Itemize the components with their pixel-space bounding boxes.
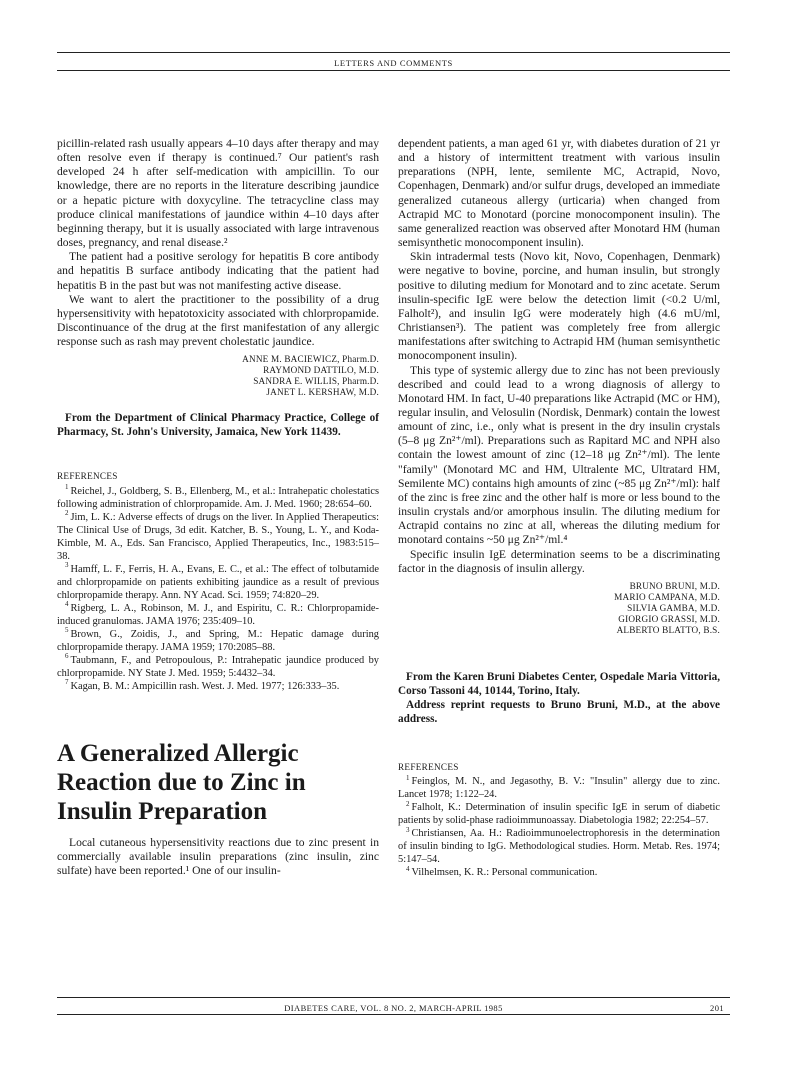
- body-paragraph: The patient had a positive serology for hepatitis B core antibody and hepatitis B surface antibody indicating that the patient had hepatitis B in the past but was not manifesting active disease.: [57, 250, 379, 292]
- reference-item: $^4$ Rigberg, L. A., Robinson, M. J., and Espiritu, C. R.: Chlorpropamide-induced granulomas. JAMA 1976; 235:409–10.: [57, 600, 379, 627]
- affiliation: From the Department of Clinical Pharmacy Practice, College of Pharmacy, St. John's University, Jamaica, New York 11439.: [57, 412, 379, 439]
- affiliation: From the Karen Bruni Diabetes Center, Ospedale Maria Vittoria, Corso Tassoni 44, 10144, Torino, Italy.: [398, 670, 720, 697]
- signatory: RAYMOND DATTILO, M.D.: [263, 365, 379, 376]
- header-rule-lower: [57, 70, 730, 71]
- reference-list: [398, 775, 720, 879]
- body-paragraph: dependent patients, a man aged 61 yr, with diabetes duration of 21 yr and a history of intermittent treatment with various insulin preparations (NPH, lente, semilente MC, Actrapid, Novo, Copenhagen, Denmark) and/or sulfur drugs, developed an immediate generalized cutaneous allergy (urticaria) when changed from Actrapid MC to Monotard (porcine monocomponent insulin). The same generalized reaction was observed after Monotard HM (human semisynthetic monocomponent insulin).: [398, 137, 720, 250]
- article-title: A Generalized Allergic Reaction due to Zinc in Insulin Preparation: [57, 739, 306, 825]
- page-number: 201: [710, 1003, 724, 1013]
- reference-item: $^3$ Christiansen, Aa. H.: Radioimmunoelectrophoresis in the determination of insulin binding to IgG. Methodological studies. Horm. Metab. Res. 1974; 5:147–54.: [398, 825, 720, 865]
- signatory: MARIO CAMPANA, M.D.: [614, 591, 720, 602]
- right-column: [398, 137, 720, 879]
- reference-item: $^7$ Kagan, B. M.: Ampicillin rash. West. J. Med. 1977; 126:333–35.: [65, 678, 340, 692]
- reference-item: $^1$ Feinglos, M. N., and Jegasothy, B. V.: "Insulin" allergy due to zinc. Lancet 1978; 1:122–24.: [398, 773, 720, 800]
- reference-list: [57, 485, 379, 693]
- header-rule: [57, 52, 730, 53]
- references-heading: REFERENCES: [398, 761, 459, 772]
- signatory: GIORGIO GRASSI, M.D.: [618, 613, 720, 624]
- footer-rule: [57, 997, 730, 998]
- reference-item: $^3$ Hamff, L. F., Ferris, H. A., Evans, E. C., et al.: The effect of tolbutamide and chlorpropamide on patients exhibiting jaundice as a result of previous chlorpropamide therapy. Ann. NY Acad. Sci. 1959; 74:820–29.: [57, 561, 379, 601]
- article-intro: Local cutaneous hypersensitivity reactions due to zinc present in commercially available insulin preparations (zinc insulin, zinc sulfate) have been reported.¹ One of our insulin-: [57, 835, 379, 877]
- signatory: BRUNO BRUNI, M.D.: [629, 580, 720, 591]
- footer-rule-lower: [57, 1014, 730, 1015]
- signatory: SANDRA E. WILLIS, Pharm.D.: [253, 376, 379, 387]
- body-paragraph: Skin intradermal tests (Novo kit, Novo, Copenhagen, Denmark) were negative to bovine, porcine, and human insulin, but strongly positive to diluting medium for Monotard and to zinc acetate. Serum insulin-specific IgE were below the detection limit (<0.2 U/ml, Falholt²), and insulin IgG were moderately high (4.6 mU/ml, Christiansen³). The patient was completely free from allergic manifestations after switching to Actrapid HM (human semisynthetic monocomponent insulin).: [398, 250, 720, 363]
- signatory: ANNE M. BACIEWICZ, Pharm.D.: [242, 354, 379, 365]
- signatory: JANET L. KERSHAW, M.D.: [266, 387, 379, 398]
- body-paragraph: picillin-related rash usually appears 4–10 days after therapy and may often resolve even if therapy is continued.⁷ Our patient's rash developed 24 h after self-medication with ampicillin. To our knowledge, there are no reports in the literature describing jaundice or a hepatic picture with doxycyline. The tetracycline class may produce clinical manifestations of jaundice within 4–10 days after beginning therapy, but it is usually associated with large intravenous doses, pregnancy, and renal disease.²: [57, 137, 379, 250]
- reference-item: $^6$ Taubmann, F., and Petropoulous, P.: Intrahepatic jaundice produced by chlorpropamide. NY State J. Med. 1959; 5:4432–34.: [57, 652, 379, 679]
- reference-item: $^2$ Jim, L. K.: Adverse effects of drugs on the liver. In Applied Therapeutics: The Clinical Use of Drugs, 3d edit. Katcher, B. S., Young, L. Y., and Koda-Kimble, M. A., Eds. San Francisco, Applied Therapeutics, Inc., 1983:515–38.: [57, 509, 379, 562]
- reference-item: $^4$ Vilhelmsen, K. R.: Personal communication.: [406, 864, 598, 878]
- address-requests: Address reprint requests to Bruno Bruni, M.D., at the above address.: [398, 698, 720, 725]
- signature-block: [398, 581, 720, 636]
- running-head: LETTERS AND COMMENTS: [334, 58, 453, 68]
- left-column: [57, 137, 379, 878]
- body-paragraph: We want to alert the practitioner to the possibility of a drug hypersensitivity with hepatotoxicity associated with chlorpropamide. Discontinuance of the drug at the first manifestation of any allergic response such as rash may prevent cholestatic jaundice.: [57, 292, 379, 349]
- body-paragraph: This type of systemic allergy due to zinc has not been previously described and could lead to a wrong diagnosis of allergy to Monotard HM. In fact, U-40 preparations like Actrapid (MC or HM), regular insulin, and Velosulin (Nordisk, Denmark) contain the lowest amount of zinc, i.e., only what is present in the dry insulin crystals (5–8 μg Zn²⁺/ml). Preparations such as Rapitard MC and NPH also contain the lowest amount of zinc (12–18 μg Zn²⁺/ml). The lente "family" (Monotard MC and HM, Ultralente MC, Ultratard HM, Semilente MC) contains high amounts of zinc (~85 μg Zn²⁺/ml): half of the zinc is free zinc and the other half is more or less bound to the insulin crystals and/or amorphous insulin. The diluting medium for Actrapid contains no zinc at all, whereas the diluting medium for monotard contains ~50 μg Zn²⁺/ml.⁴: [398, 363, 720, 547]
- references-heading: REFERENCES: [57, 471, 118, 482]
- reference-item: $^1$ Reichel, J., Goldberg, S. B., Ellenberg, M., et al.: Intrahepatic cholestatics following administration of chlorpropamide. Am. J. Med. 1960; 28:654–60.: [57, 483, 379, 510]
- signature-block: [57, 354, 379, 398]
- body-paragraph: Specific insulin IgE determination seems to be a discriminating factor in the diagnosis of insulin allergy.: [398, 547, 720, 575]
- reference-item: $^2$ Falholt, K.: Determination of insulin specific IgE in serum of diabetic patients by solid-phase radioimmunoassay. Diabetologia 1982; 22:254–57.: [398, 799, 720, 826]
- reference-item: $^5$ Brown, G., Zoidis, J., and Spring, M.: Hepatic damage during chlorpropamide therapy. JAMA 1959; 170:2085–88.: [57, 626, 379, 653]
- journal-citation: DIABETES CARE, VOL. 8 NO. 2, MARCH-APRIL 1985: [284, 1003, 503, 1013]
- signatory: SILVIA GAMBA, M.D.: [627, 602, 720, 613]
- signatory: ALBERTO BLATTO, B.S.: [616, 624, 720, 635]
